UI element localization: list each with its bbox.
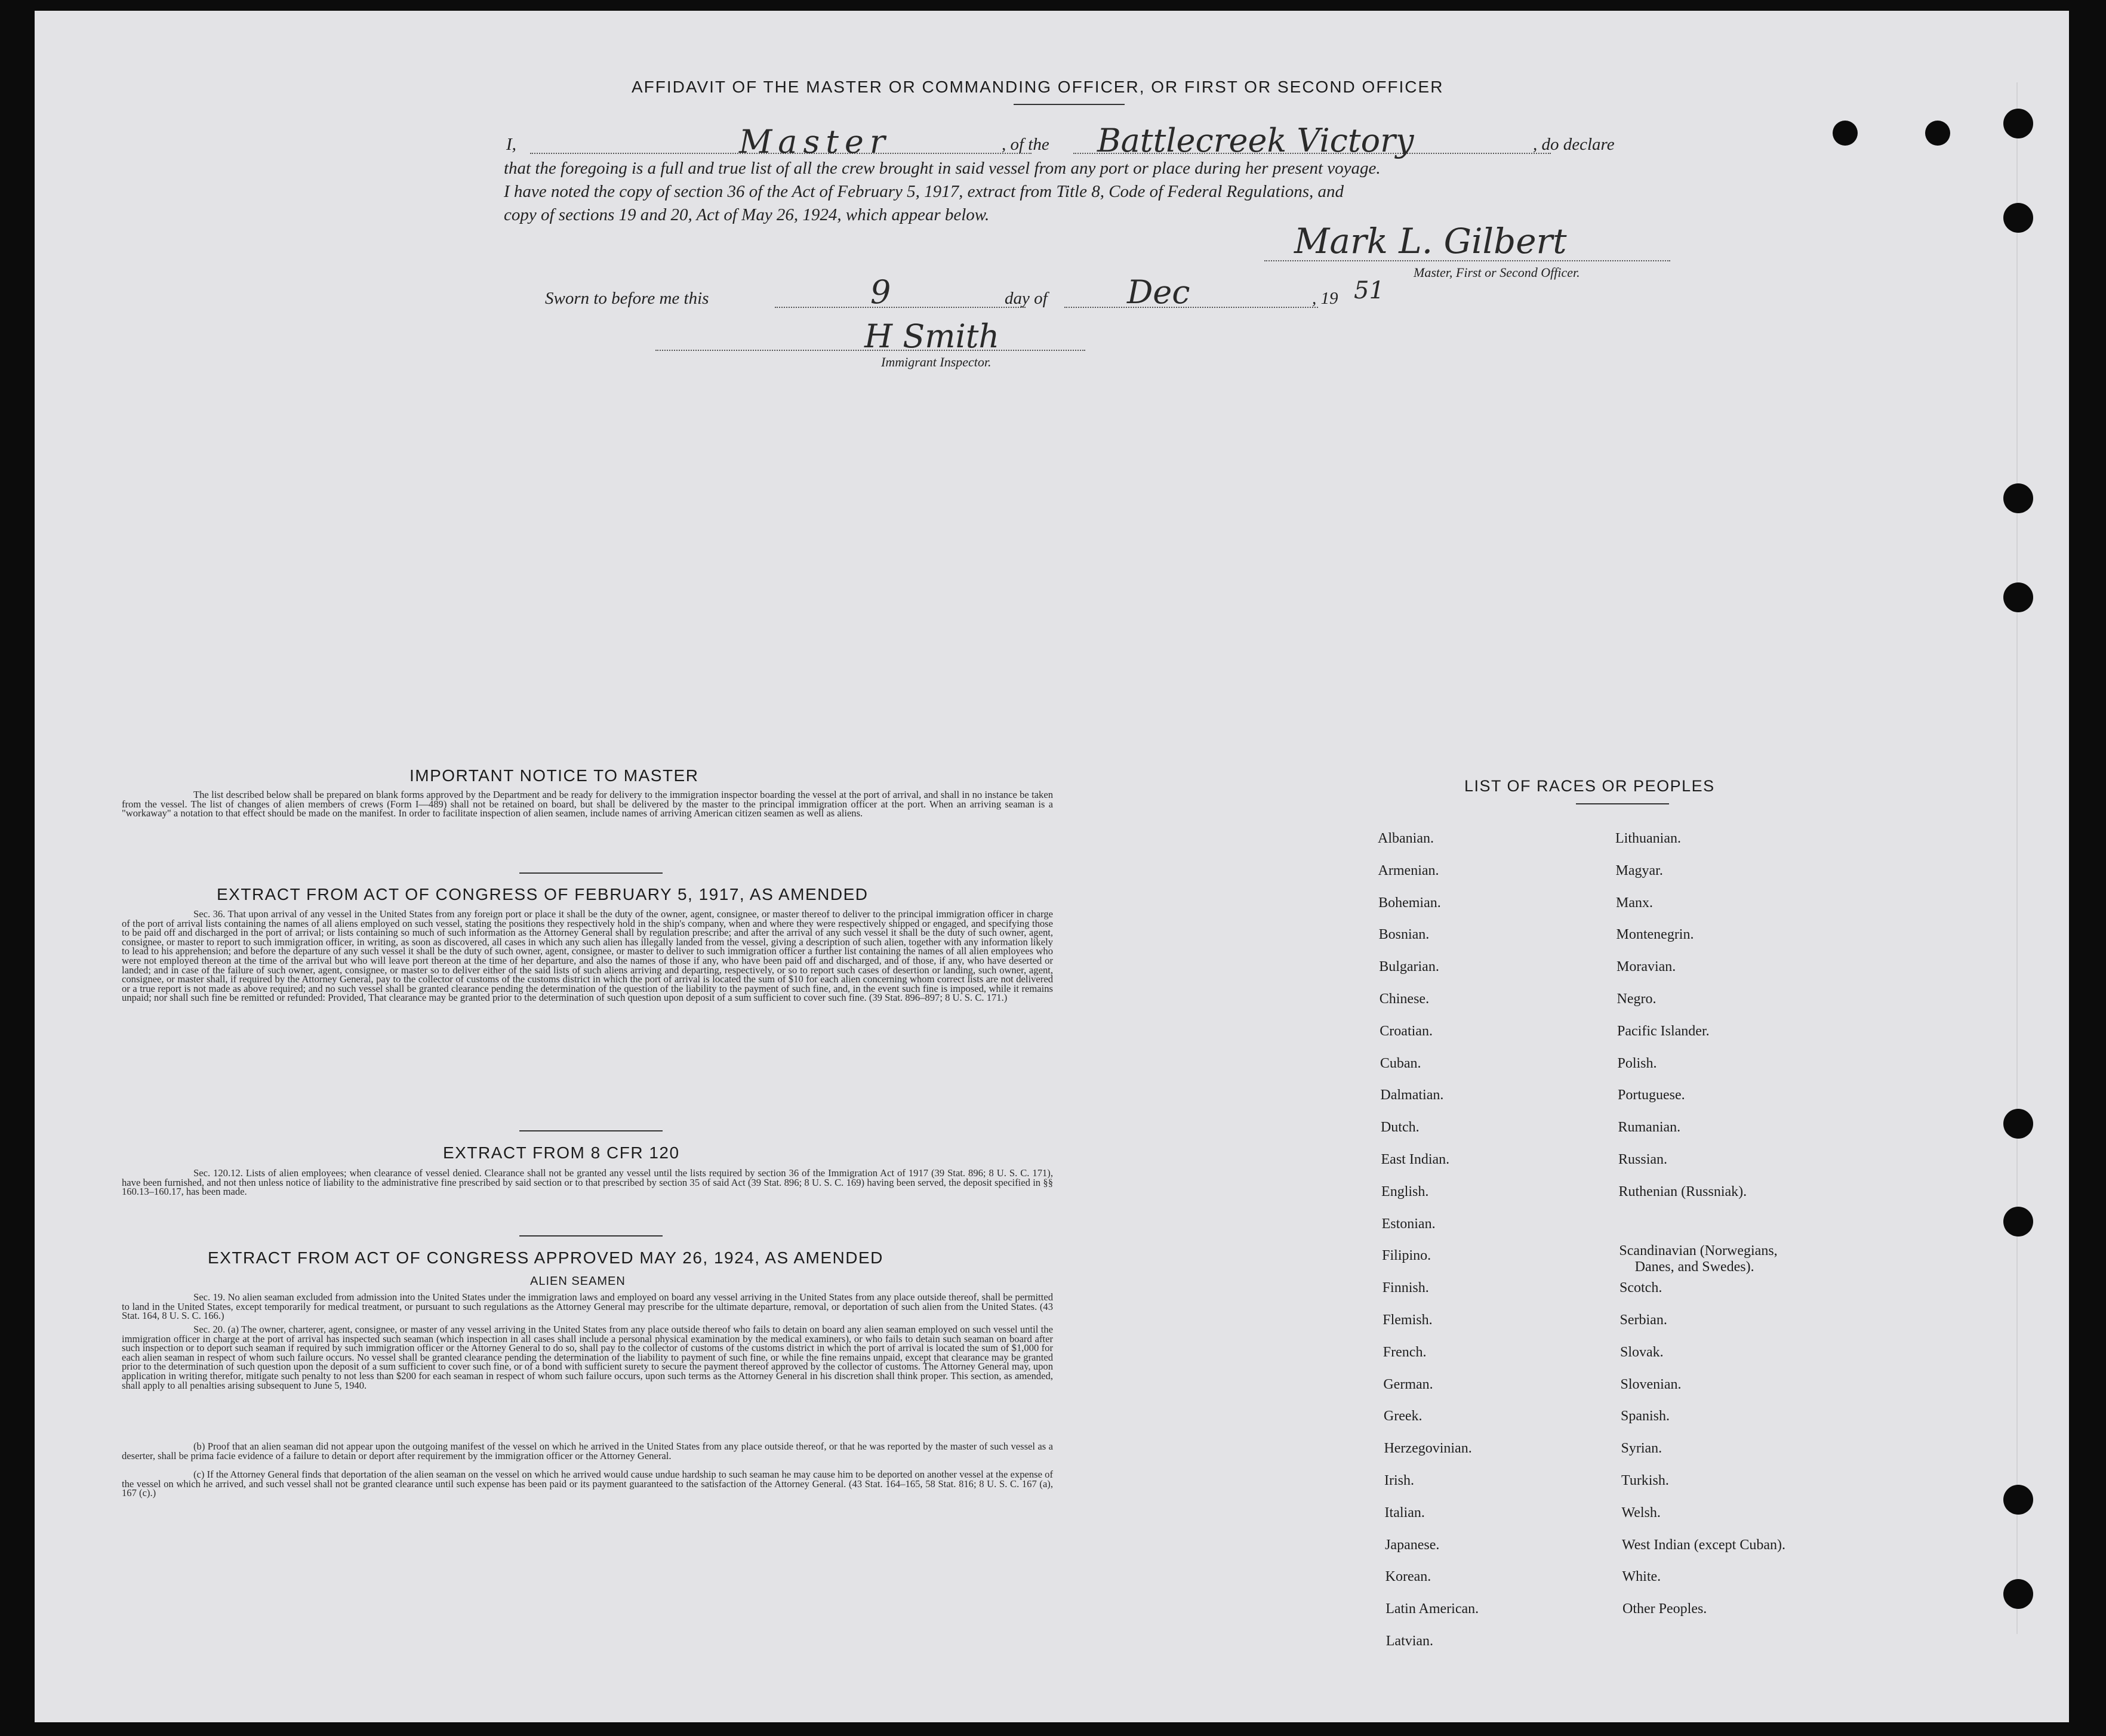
race-item: Lithuanian. [1615,831,1681,846]
affidavit-title: AFFIDAVIT OF THE MASTER OR COMMANDING OFFICER, OR FIRST OR SECOND OFFICER [632,78,1444,96]
race-item: Spanish. [1621,1408,1670,1424]
race-item: Other Peoples. [1622,1601,1707,1617]
handwritten-master: Master [739,123,891,161]
month-fill-line [1064,307,1318,308]
race-item: Danes, and Swedes). [1634,1259,1754,1275]
affidavit-line-1-mid: , of the [1002,135,1049,154]
divider-2 [519,1130,663,1131]
races-divider [1576,803,1669,804]
extract-cfr-title: EXTRACT FROM 8 CFR 120 [443,1143,680,1162]
punch-hole [1925,121,1950,146]
race-item: Bosnian. [1378,927,1430,943]
race-item: Korean. [1385,1569,1431,1585]
race-item: Manx. [1616,895,1653,911]
race-item: Montenegrin. [1616,927,1694,943]
handwritten-year: 51 [1354,277,1384,304]
title-divider [1014,104,1125,105]
race-item: Latvian. [1385,1633,1434,1649]
divider-1 [519,872,663,874]
race-item: Scotch. [1619,1280,1662,1296]
race-item: Portuguese. [1618,1087,1685,1103]
race-item: Chinese. [1379,991,1430,1007]
race-item: Bohemian. [1378,895,1441,911]
punch-hole [2003,483,2033,513]
race-item: Russian. [1618,1152,1668,1167]
race-item: Filipino. [1382,1248,1431,1264]
race-item: Turkish. [1621,1473,1669,1488]
notice-title: IMPORTANT NOTICE TO MASTER [410,766,699,785]
handwritten-month: Dec [1127,273,1190,311]
race-item: Irish. [1384,1473,1414,1488]
master-signature: Mark L. Gilbert [1294,221,1567,261]
race-item: Scandinavian (Norwegians, [1619,1243,1778,1259]
race-item: Dutch. [1380,1120,1420,1136]
punch-hole [2003,203,2033,233]
race-item: French. [1383,1344,1427,1360]
race-item: Latin American. [1385,1601,1479,1617]
race-item: Pacific Islander. [1617,1023,1710,1039]
signature-line [1264,260,1670,261]
race-item: English. [1381,1183,1429,1200]
handwritten-day: 9 [870,273,891,311]
extract-1917-text: Sec. 36. That upon arrival of any vessel in the United States from any foreign port or place it shall be the duty of the owner, agent, consignee, or master thereof to deliver to the principal immigration officer in charge of the port of arrival lists containing the names of all aliens employed on such vessel, stating the positions they respectively hold in the ship's company, when and where they were respectively shipped or engaged, and specifying those to be paid off and discharged in the port of arrival; or lists containing so much of such information as the Attorney General shall by regulation prescribe; and after the arrival of any such vessel it shall be the duty of such owner, agent, consignee, or master to report to such immigration officer, in writing, as soon as discovered, all cases in which any such alien has illegally landed from the vessel, giving a description of such alien, together with any information likely to lead to his apprehension; and before the departure of any such vessel it shall be the duty of such owner, agent, consignee, or master to deliver to such immigration officer a further list containing the names of all alien employees who were not employed thereon at the time of the arrival but who will leave port thereon at the time of her departure, and also the names of those if any, who have been paid off and discharged, and of those, if any, who have deserted or landed; and in case of the failure of such owner, agent, consignee, or master so to deliver either of the said lists of such aliens arriving and departing, respectively, or so to report such cases of desertion or landing, such owner, agent, consignee, or master shall, if required by the Attorney General, pay to the collector of customs of the customs district in which the port of arrival is located the sum of $10 for each alien concerning whom correct lists are not delivered or a true report is not made as above required; and no such vessel shall be granted clearance pending the determination of the question of the liability to the payment of such fine, and, in the event such fine is imposed, while it remains unpaid; nor shall such fine be remitted or refunded: Provided, That clearance may be granted prior to the determination of such question upon deposit of a sum sufficient to cover such fine. (39 Stat. 896–897; 8 U. S. C. 171.) [122,908,1053,1004]
race-item: Flemish. [1383,1312,1433,1328]
inspector-line [655,350,1085,351]
race-item: Armenian. [1378,862,1439,878]
race-item: West Indian (except Cuban). [1622,1537,1785,1553]
sworn-mid: day of [1005,289,1048,308]
extract-1924-sec20a: Sec. 20. (a) The owner, charterer, agent, consignee, or master of any vessel arriving in the United States from any place outside thereof who fails to detain on board any alien seaman employed on such vessel until the immigration officer in charge at the port of arrival has inspected such seaman (which inspection in all cases shall include a personal physical examination by the medical examiners), or who fails to detain such seaman on board after such inspection or to deport such seaman if required by such immigration officer or the Attorney General to do so, shall pay to the collector of customs of the customs district in which the port of arrival is located the sum of $1,000 for each alien seaman in respect of whom such failure occurs. No vessel shall be granted clearance pending the determination of the liability to payment of such fine, or while the fine remains unpaid, except that clearance may be granted prior to the determination of such question upon the deposit of a sum sufficient to cover such fine, or of a bond with sufficient surety to secure the payment thereof approved by the collector of customs. The Attorney General may, upon application in writing therefor, mitigate such penalty to not less than $200 for each seaman in respect of whom such failure occurs, upon such terms as the Attorney General in his discretion shall think proper. This section, as amended, shall apply to all penalties arising subsequent to June 5, 1940. [122,1324,1053,1391]
races-title: LIST OF RACES OR PEOPLES [1464,777,1715,795]
race-item: Rumanian. [1618,1120,1681,1136]
punch-hole [2003,1109,2033,1139]
race-item: Polish. [1617,1055,1657,1071]
race-item: Estonian. [1381,1216,1436,1232]
inspector-caption: Immigrant Inspector. [881,354,992,369]
race-item: Magyar. [1615,862,1663,878]
race-item: Dalmatian. [1380,1087,1444,1103]
race-item: Negro. [1617,991,1657,1007]
alien-seamen-subtitle: ALIEN SEAMEN [530,1275,626,1288]
edge-ruling [2016,82,2053,1634]
punch-hole [2003,1207,2033,1237]
race-item: German. [1383,1376,1433,1392]
punch-hole [1833,121,1858,146]
form-sheet [35,11,2069,1722]
affidavit-line-3: I have noted the copy of section 36 of the Act of February 5, 1917, extract from Title 8, Code of Federal Regulations, and [504,182,1344,201]
divider-3 [519,1235,663,1237]
race-item: Greek. [1383,1408,1423,1424]
race-item: Croatian. [1380,1023,1433,1039]
race-item: White. [1622,1569,1661,1585]
day-fill-line [775,307,1026,308]
punch-hole [2003,109,2033,138]
affidavit-line-1-post: , do declare [1533,135,1615,154]
race-item: Cuban. [1380,1055,1421,1071]
extract-1924-sec19: Sec. 19. No alien seaman excluded from admission into the United States under the immigration laws and employed on board any vessel arriving in the United States from any place outside thereof, shall be permitted to land in the United States, except temporarily for medical treatment, or pursuant to such regulations as the Attorney General may prescribe for the ultimate departure, removal, or deportation of such alien from the United States. (43 Stat. 164, 8 U. S. C. 166.) [122,1291,1053,1322]
signature-caption: Master, First or Second Officer. [1414,265,1580,280]
affidavit-line-2: that the foregoing is a full and true list of all the crew brought in said vessel from any port or place during her present voyage. [504,159,1381,178]
race-item: Welsh. [1621,1504,1661,1521]
extract-1924-title: EXTRACT FROM ACT OF CONGRESS APPROVED MAY 26, 1924, AS AMENDED [208,1248,883,1267]
race-item: Finnish. [1382,1280,1429,1296]
extract-1917-title: EXTRACT FROM ACT OF CONGRESS OF FEBRUARY 5, 1917, AS AMENDED [217,885,869,904]
affidavit-line-4: copy of sections 19 and 20, Act of May 26, 1924, which appear below. [504,205,990,224]
sworn-pre: Sworn to before me this [545,289,709,308]
race-item: Albanian. [1378,831,1434,846]
race-item: Serbian. [1619,1312,1667,1328]
race-item: Herzegovinian. [1384,1441,1472,1457]
race-item: Slovenian. [1620,1376,1682,1392]
race-item: Japanese. [1385,1537,1440,1553]
extract-1924-sec20c: (c) If the Attorney General finds that deportation of the alien seaman on the vessel on which he arrived would cause undue hardship to such seaman he may cause him to be deported on another vessel at the expense of the vessel on which he arrived, and such vessel shall not be granted clearance until such expense has been paid or its payment guaranteed to the satisfaction of the Attorney General. (43 Stat. 164–165, 58 Stat. 816; 8 U. S. C. 167 (a), 167 (c).) [122,1469,1053,1499]
race-item: Syrian. [1621,1441,1662,1457]
affidavit-line-1-pre: I, [506,135,516,154]
handwritten-vessel: Battlecreek Victory [1097,122,1414,159]
sworn-year-prefix: , 19 [1312,289,1338,308]
punch-hole [2003,1485,2033,1515]
punch-hole [2003,1579,2033,1609]
extract-1924-sec20b: (b) Proof that an alien seaman did not appear upon the outgoing manifest of the vessel on which he arrived in the United States from any place outside thereof, or that he was reported by the master of such vessel as a deserter, shall be prima facie evidence of a failure to detain or deport after requirement by the immigration officer or the Attorney General. [122,1441,1053,1461]
extract-cfr-text: Sec. 120.12. Lists of alien employees; when clearance of vessel denied. Clearance shall not be granted any vessel until the lists required by section 36 of the Immigration Act of 1917 (39 Stat. 896; 8 U. S. C. 171), have been furnished, and not then unless notice of liability to the administrative fine prescribed by said section or to that prescribed by section 35 of said Act (39 Stat. 896; 8 U. S. C. 169) having been served, the deposit specified in §§ 160.13–160.17, has been made. [122,1167,1053,1198]
punch-hole [2003,582,2033,612]
race-item: Moravian. [1617,959,1676,975]
inspector-signature: H Smith [864,317,1000,355]
race-item: Italian. [1384,1504,1425,1521]
notice-text: The list described below shall be prepared on blank forms approved by the Department and be ready for delivery to the immigration inspector boarding the vessel at the port of arrival, and shall in no instance be taken from the vessel. The list of changes of alien members of crews (Form I—489) shall not be retained on board, but shall be delivered by the master to the principal immigration officer at the port. When an arriving seaman is a "workaway" a notation to that effect should be made on the manifest. In order to facilitate inspection of alien seamen, include names of arriving American citizen seamen as well as aliens. [122,789,1053,819]
race-item: Ruthenian (Russniak). [1618,1183,1747,1200]
race-item: Slovak. [1620,1344,1664,1360]
race-item: Bulgarian. [1379,959,1439,975]
race-item: East Indian. [1381,1152,1450,1167]
